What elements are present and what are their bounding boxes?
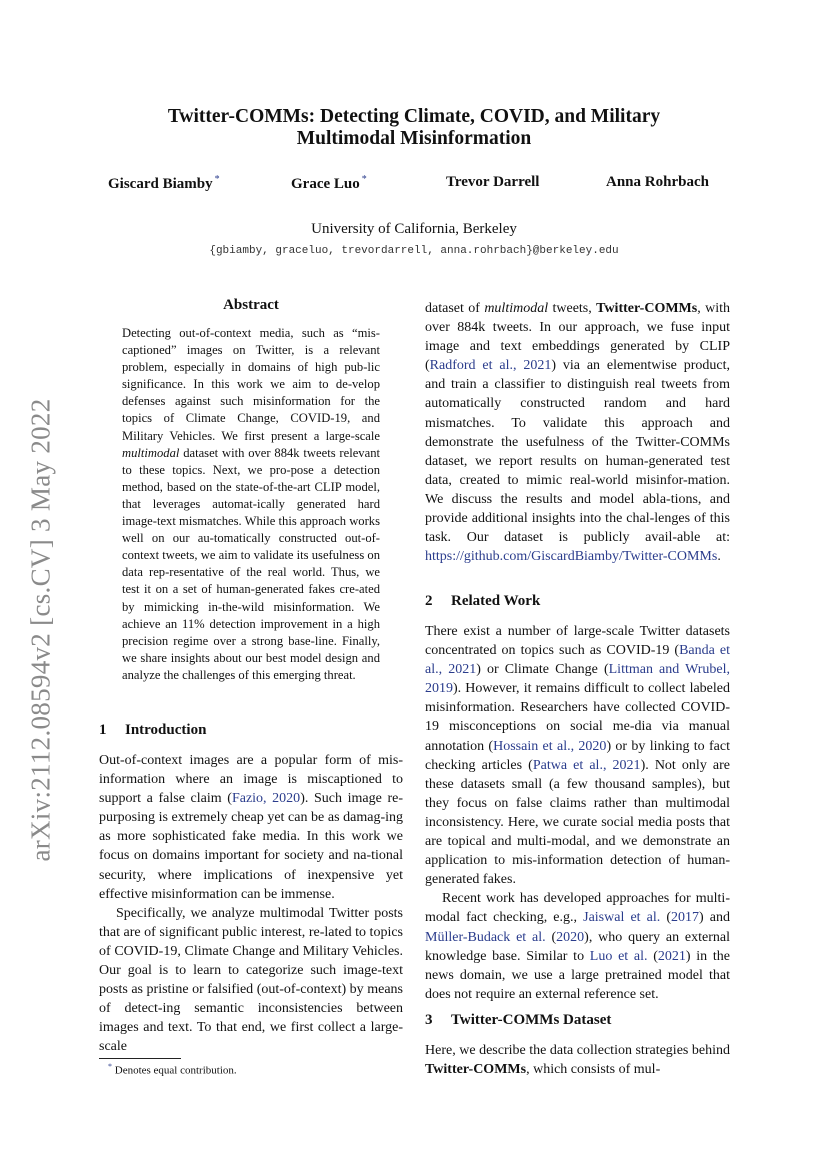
- footnote: * Denotes equal contribution.: [108, 1062, 237, 1077]
- abstract-body: Detecting out-of-context media, such as “mis-captioned” images on Twitter, is a relevant problem, especially in domains of high pub-lic significance. In this work we aim to de-velop defenses against such misinformation for the topics of Climate Change, COVID-19, and Military Vehicles. We first present a large-scale multimodal dataset with over 884k tweets relevant to these topics. Next, we pro-pose a detection method, based on the state-of-the-art CLIP model, that leverages automat-ically generated hard image-text mismatches. While this approach works well on our au-tomatically constructed out-of-context tweets, we aim to validate its usefulness on data rep-resentative of the real world. Thus, we test it on a set of human-generated fakes cre-ated by mimicking in-the-wild misinformation. We achieve an 11% detection improvement in a high precision regime over a strong base-line. Finally, we share insights about our best model design and analyze the challenges of this emerging threat.: [122, 326, 380, 682]
- citation-link[interactable]: 2020: [556, 929, 585, 945]
- citation-link[interactable]: Jaiswal et al.: [583, 910, 661, 926]
- paper-title: [100, 106, 728, 150]
- related-work-body: [425, 622, 730, 1004]
- author-4: Anna Rohrbach: [606, 174, 709, 190]
- citation-link[interactable]: Hossain et al., 2020: [493, 738, 607, 754]
- author-emails: {gbiamby, graceluo, trevordarrell, anna.rohrbach}@berkeley.edu: [209, 245, 619, 257]
- related-paragraph-2: Recent work has developed approaches for multi-modal fact checking, e.g., Jaiswal et al. (2017) and Müller-Budack et al. (2020), who query an external knowledge base. Similar to Luo et al. (2021) in the news domain, we use a large pretrained model that does not require an external reference set.: [425, 891, 730, 1002]
- title-line-1: Twitter-COMMs: Detecting Climate, COVID, and Military: [167, 106, 661, 127]
- dataset-link[interactable]: https://github.com/GiscardBiamby/Twitter-COMMs: [425, 549, 718, 565]
- introduction-body: [99, 751, 403, 1057]
- intro-paragraph-1: Out-of-context images are a popular form of mis-information where an image is miscaptioned to support a false claim (Fazio, 2020). Such image re-purposing is extremely cheap yet can be as damag-ing as more sophisticated fake media. In this work we focus on domains important for society and na-tional security, where implications of inexpensive yet effective misinformation can be immense.: [99, 753, 403, 902]
- affiliation: University of California, Berkeley: [311, 221, 517, 237]
- citation-link[interactable]: Luo et al.: [589, 948, 648, 964]
- footnote-rule: [99, 1058, 181, 1059]
- citation-link[interactable]: Littman and Wrubel, 2019: [425, 662, 730, 697]
- citation-link[interactable]: 2021: [657, 948, 686, 964]
- intro-continued: dataset of multimodal tweets, Twitter-COMMs, with over 884k tweets. In our approach, we fuse input image and text embeddings generated by CLIP (Radford et al., 2021) via an elementwise product, and train a classifier to distinguish real tweets from automatically constructed random and hard mismatches. To validate this approach and demonstrate the usefulness of the Twitter-COMMs dataset, we report results on human-generated test data, created to mimic real-world misinfor-mation. We discuss the results and model abla-tions, and provide additional insights into the chal-lenges of this task. Our dataset is publicly avail-able at: https://github.com/GiscardBiamby/Twitter-COMMs.: [425, 301, 730, 565]
- author-1: Giscard Biamby *: [108, 174, 220, 192]
- arxiv-id: arXiv:2112.08594v2 [cs.CV] 3 May 2022: [25, 398, 56, 862]
- citation-link[interactable]: Patwa et al., 2021: [532, 757, 641, 773]
- section-3-heading: 3 Twitter-COMMs Dataset: [425, 1012, 612, 1028]
- citation-link[interactable]: Radford et al., 2021: [429, 358, 552, 374]
- author-3: Trevor Darrell: [446, 174, 540, 190]
- equal-contribution-mark[interactable]: *: [214, 174, 220, 185]
- arxiv-stamp: [10, 380, 72, 880]
- section-1-heading: 1 Introduction: [99, 722, 207, 738]
- related-paragraph-1: There exist a number of large-scale Twitter datasets concentrated on topics such as COVID-19 (Banda et al., 2021) or Climate Change (Littman and Wrubel, 2019). However, it remains difficult to collect labeled misinformation. Researchers have collected COVID-19 misconceptions on social me-dia via manual annotation (Hossain et al., 2020) or by linking to fact checking articles (Patwa et al., 2021). Not only are these datasets small (a few thousand samples), but they focus on false claims rather than multimodal inconsistency. Here, we curate social media posts that are topical and multi-modal, and we demonstrate an application to mis-information detection of human-generated fakes.: [425, 624, 731, 888]
- abstract-heading: Abstract: [223, 297, 279, 313]
- citation-link[interactable]: Fazio, 2020: [231, 791, 301, 807]
- equal-contribution-mark[interactable]: *: [361, 174, 367, 185]
- citation-link[interactable]: Banda et al., 2021: [425, 643, 730, 678]
- citation-link[interactable]: Müller-Budack et al.: [425, 929, 546, 945]
- section-2-heading: 2 Related Work: [425, 593, 541, 609]
- citation-link[interactable]: 2017: [671, 910, 700, 926]
- title-line-2: Multimodal Misinformation: [296, 128, 532, 149]
- dataset-body: Here, we describe the data collection strategies behind Twitter-COMMs, which consists of mul-: [425, 1043, 730, 1078]
- intro-paragraph-2: Specifically, we analyze multimodal Twitter posts that are of significant public interest, re-lated to topics of COVID-19, Climate Change and Military Vehicles. Our goal is to learn to categorize such image-text posts as pristine or falsified (out-of-context) by means of detect-ing semantic inconsistencies between images and text. To that end, we first collect a large-scale: [99, 905, 403, 1055]
- author-2: Grace Luo *: [291, 174, 367, 192]
